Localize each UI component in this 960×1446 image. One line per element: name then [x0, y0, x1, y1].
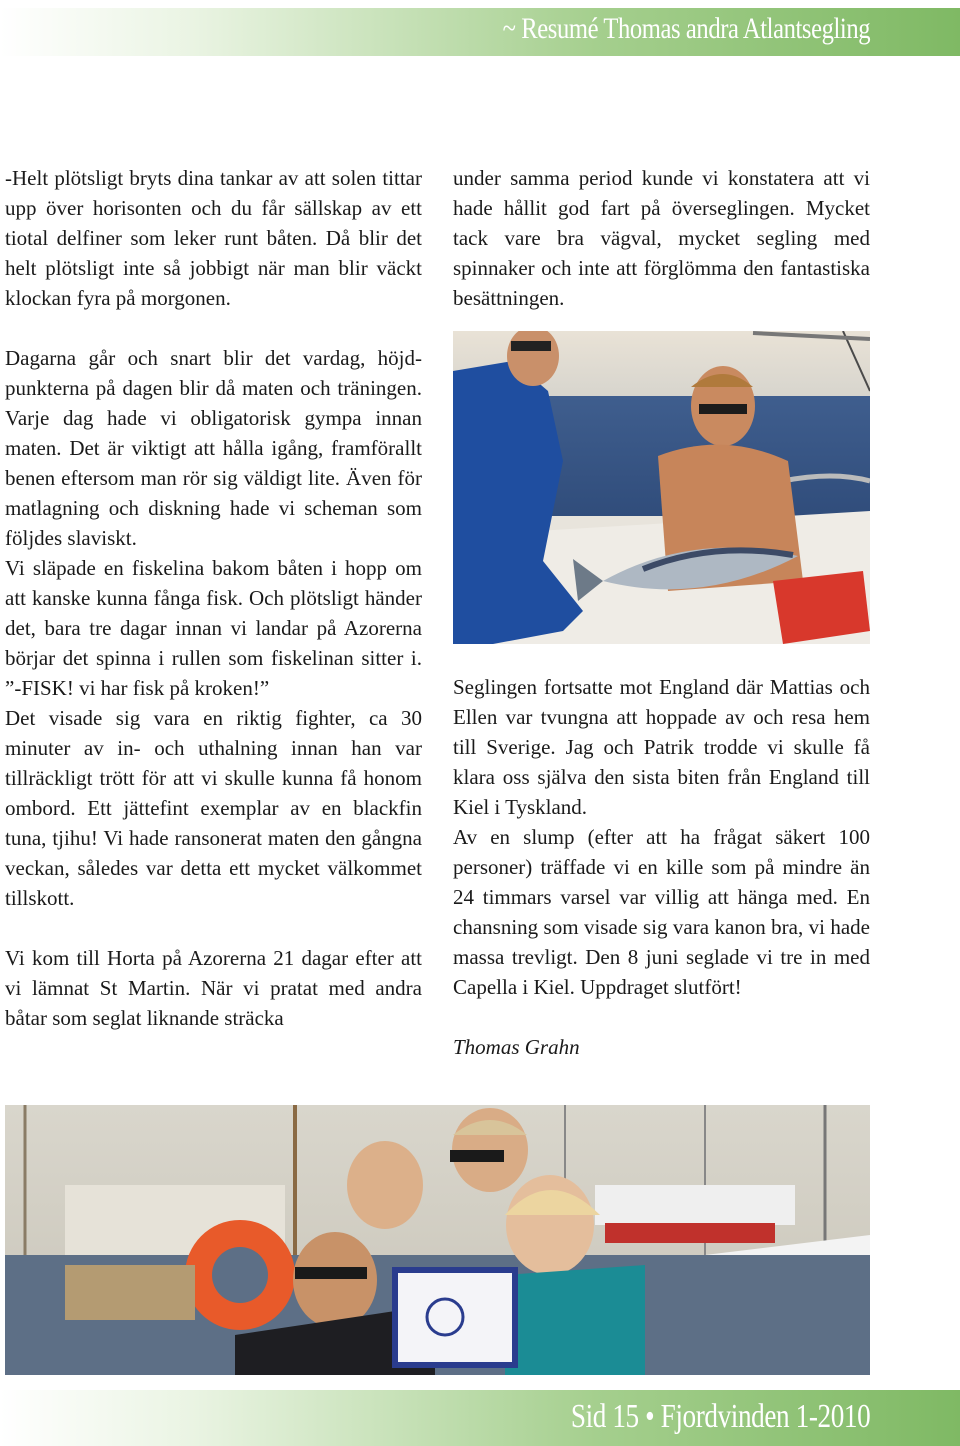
left-paragraph-2: Dagarna går och snart blir det vardag, höjdpunkterna på dagen blir då maten och träningen. Varje dag hade vi obligatorisk gympa innan maten. Det är viktigt att hålla igång, framförallt benen eftersom man rör sig väldigt lite. Även för matlagning och diskning hade vi scheman som följdes slaviskt. — [5, 346, 422, 550]
right-paragraph-3: Av en slump (efter att ha frågat säkert 100 personer) träffade vi en kille som på mindre än 24 timmars varsel var villig att hänga med. En chansning som visade sig vara kanon bra, vi hade massa trevligt. Den 8 juni seglade vi tre in med Capella i Kiel. Uppdraget slutfört! — [453, 825, 870, 999]
photo-fish-catch — [453, 331, 870, 644]
page-number-label: Sid 15 • Fjordvinden 1-2010 — [570, 1398, 870, 1435]
right-column-bottom — [453, 672, 870, 1062]
photo-fish-catch-image — [453, 331, 870, 644]
left-paragraph-4: Det visade sig vara en riktig fighter, ca 30 minuter av in- och uthalning innan han var tillräckligt trött för att vi skulle kunna få honom ombord. Ett jättefint exemplar av en blackfin tuna, tjihu! Vi hade ransonerat maten den gångna veckan, således var detta ett mycket välkommet tillskott. — [5, 706, 422, 910]
left-paragraph-1: -Helt plötsligt bryts dina tankar av att solen tittar upp över horisonten och du får sällskap av ett tiotal delfiner som leker runt båten. Då blir det helt plötsligt inte så jobbigt när man blir väckt klockan fyra på morgonen. — [5, 166, 422, 310]
footer-band — [0, 1390, 960, 1446]
author-signature: Thomas Grahn — [453, 1035, 580, 1059]
article-header-title: ~ Resumé Thomas andra Atlantsegling — [502, 12, 870, 45]
right-paragraph-2: Seglingen fortsatte mot England där Mattias och Ellen var tvungna att hoppade av och resa hem till Sverige. Jag och Patrik trodde vi skulle få klara oss själva den sista biten från England till Kiel i Tyskland. — [453, 675, 870, 819]
right-paragraph-1: under samma period kunde vi konstatera att vi hade hållit god fart på överseglingen. Mycket tack vare bra vägval, mycket segling med spinnaker och inte att förglömma den fantastiska besättningen. — [453, 166, 870, 310]
left-column — [5, 163, 422, 1033]
left-paragraph-3: Vi släpade en fiskelina bakom båten i hopp om att kanske kunna fånga fisk. Och plötsligt händer det, bara tre dagar innan vi landar på Azorerna börjar det spinna i rullen som fiskelinan sitter i. ”-FISK! vi har fisk på kroken!” — [5, 556, 422, 700]
header-band — [0, 8, 960, 56]
right-column-top — [453, 163, 870, 313]
photo-crew-harbour — [5, 1105, 870, 1375]
photo-crew-harbour-image — [5, 1105, 870, 1375]
left-paragraph-5: Vi kom till Horta på Azorerna 21 dagar efter att vi lämnat St Martin. När vi pratat med andra båtar som seglat liknande sträcka — [5, 946, 422, 1030]
